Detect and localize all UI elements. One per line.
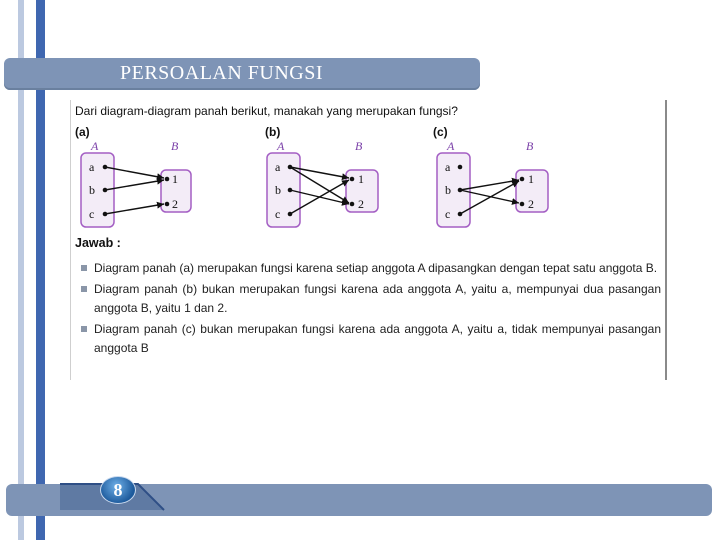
answer-list [81, 259, 661, 360]
diagram-c-set-a-label: A [447, 139, 455, 153]
diagram-c-item-b: b [445, 183, 451, 197]
diagram-b-item-1: 1 [358, 172, 364, 186]
diagram-a [75, 125, 191, 227]
diagram-a-label: (a) [75, 125, 90, 139]
diagram-b [265, 125, 378, 227]
slide-title: PERSOALAN FUNGSI [120, 62, 324, 84]
arrow-diagrams [71, 100, 665, 235]
diagram-a-item-1: 1 [172, 172, 178, 186]
diagram-b-set-a-box [267, 153, 300, 227]
diagram-c-set-b-label: B [526, 139, 534, 153]
answer-heading: Jawab : [75, 236, 121, 250]
diagram-c-item-2: 2 [528, 197, 534, 211]
question-text: Dari diagram-diagram panah berikut, manakah yang merupakan fungsi? [75, 104, 458, 118]
answer-item-c: Diagram panah (c) bukan merupakan fungsi karena ada anggota A, yaitu a, tidak mempunyai pasangan anggota B [81, 320, 661, 358]
diagram-b-set-b-label: B [355, 139, 363, 153]
content-panel [70, 100, 667, 380]
diagram-a-item-2: 2 [172, 197, 178, 211]
diagram-b-item-c: c [275, 207, 281, 221]
diagram-b-item-2: 2 [358, 197, 364, 211]
diagram-c-item-c: c [445, 207, 451, 221]
diagram-c-item-a: a [445, 160, 451, 174]
diagram-b-label: (b) [265, 125, 281, 139]
diagram-c-item-1: 1 [528, 172, 534, 186]
diagram-b-item-a: a [275, 160, 281, 174]
answer-item-b: Diagram panah (b) bukan merupakan fungsi karena ada anggota A, yaitu a, mempunyai dua pasangan anggota B, yaitu 1 dan 2. [81, 280, 661, 318]
diagram-b-item-b: b [275, 183, 281, 197]
diagram-c-label: (c) [433, 125, 448, 139]
diagram-c [433, 125, 548, 227]
diagram-a-item-b: b [89, 183, 95, 197]
diagram-b-set-a-label: A [277, 139, 285, 153]
page-number: 8 [100, 476, 136, 504]
diagram-a-item-a: a [89, 160, 95, 174]
diagram-a-set-a-label: A [91, 139, 99, 153]
diagram-c-set-a-box [437, 153, 470, 227]
diagram-a-item-c: c [89, 207, 95, 221]
diagram-a-set-b-label: B [171, 139, 179, 153]
answer-item-a: Diagram panah (a) merupakan fungsi karena setiap anggota A dipasangkan dengan tepat satu anggota B. [81, 259, 661, 278]
